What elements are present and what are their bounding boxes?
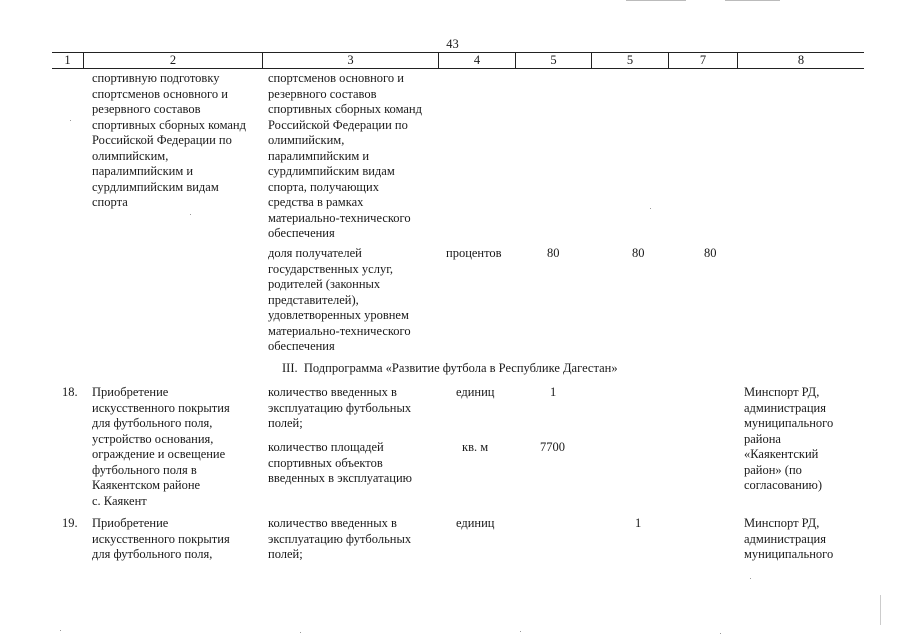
share-row-indicator: доля получателей государственных услуг, родителей (законных представителей), удовлетворенных уровнем материально-технического обеспечения — [268, 246, 411, 353]
scan-speck — [750, 578, 751, 579]
row-19-number: 19. — [62, 516, 78, 530]
row-18-number: 18. — [62, 385, 78, 399]
section-title: III. Подпрограмма «Развитие футбола в Республике Дагестан» — [282, 361, 618, 375]
scan-speck — [70, 120, 71, 121]
scan-speck — [650, 208, 651, 209]
scan-speck — [300, 632, 301, 633]
scan-speck — [720, 633, 721, 634]
row-18-indicator-1: количество введенных в эксплуатацию футбольных полей; — [268, 385, 412, 430]
scan-speck — [190, 214, 191, 215]
cont-row-indicator: спортсменов основного и резервного составов спортивных сборных команд Российской Федерации по олимпийским, паралимпийским и сурдлимпийским видам спорта, получающих средства в рамках материально-технического обеспечения — [268, 71, 422, 240]
page-number: 43 — [446, 37, 459, 51]
share-row-value-7: 80 — [704, 246, 717, 260]
scan-mark — [725, 0, 780, 1]
row-18-unit-2: кв. м — [462, 440, 489, 454]
row-19-indicator-1: количество введенных в эксплуатацию футбольных полей; — [268, 516, 412, 561]
table-header-bottom-border — [52, 68, 864, 69]
row-18-responsible: Минспорт РД, администрация муниципального района «Каякентский район» (по согласованию) — [744, 385, 834, 492]
row-19-value-col6: 1 — [635, 516, 642, 530]
cont-row-activity: спортивную подготовку спортсменов основного и резервного составов спортивных сборных команд Российской Федерации по олимпийским, паралимпийским и сурдлимпийским видам спорта — [92, 71, 246, 209]
header-col-2: 2 — [169, 53, 177, 67]
header-col-6: 5 — [626, 53, 634, 67]
row-19-responsible: Минспорт РД, администрация муниципального — [744, 516, 834, 561]
header-col-4: 4 — [473, 53, 481, 67]
header-col-1: 1 — [64, 53, 71, 67]
scan-mark — [626, 0, 686, 1]
row-19-unit-1: единиц — [456, 516, 495, 530]
header-col-7: 7 — [699, 53, 707, 67]
row-19-activity: Приобретение искусственного покрытия для футбольного поля, — [92, 516, 230, 561]
row-18-value-2: 7700 — [540, 440, 565, 454]
row-18-indicator-2: количество площадей спортивных объектов введенных в эксплуатацию — [268, 440, 412, 485]
header-col-8: 8 — [797, 53, 805, 67]
scan-mark — [880, 595, 881, 625]
share-row-value-5: 80 — [547, 246, 560, 260]
share-row-value-6: 80 — [632, 246, 645, 260]
header-col-5: 5 — [550, 53, 557, 67]
scan-speck — [60, 630, 61, 631]
row-18-activity: Приобретение искусственного покрытия для футбольного поля, устройство основания, ограждение и освещение футбольного поля в Каякентском районе с. Каякент — [92, 385, 230, 508]
header-col-3: 3 — [347, 53, 354, 67]
share-row-unit: процентов — [446, 246, 502, 260]
row-18-unit-1: единиц — [456, 385, 495, 399]
scan-speck — [520, 631, 521, 632]
row-18-value-1: 1 — [550, 385, 557, 399]
